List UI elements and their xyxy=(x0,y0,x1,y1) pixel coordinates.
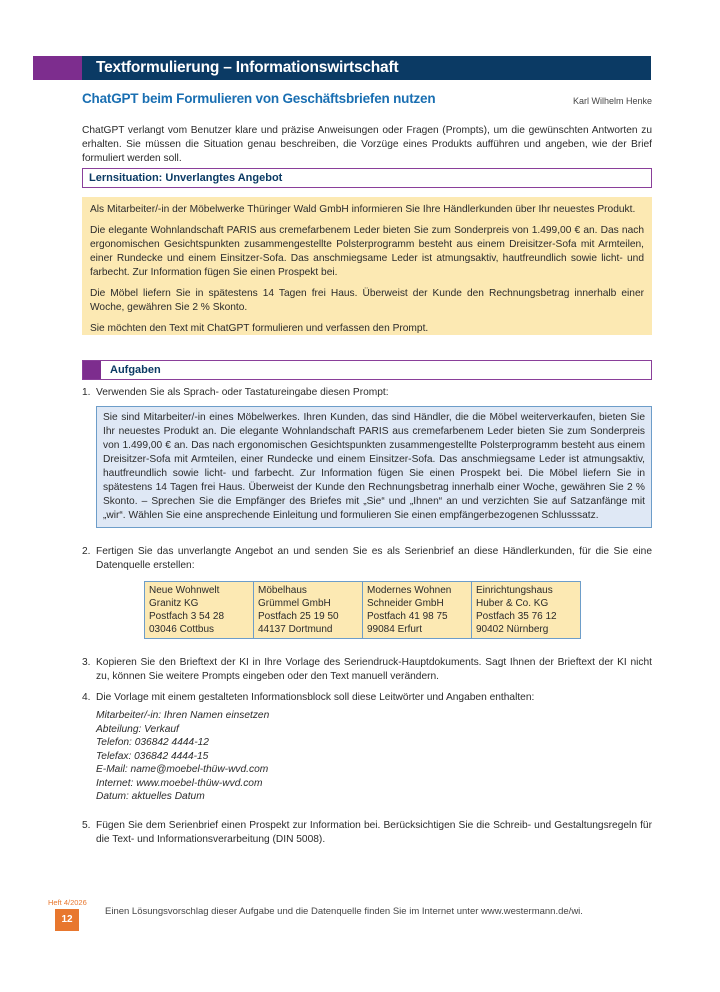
address-line: Möbelhaus xyxy=(258,585,307,596)
address-cell xyxy=(363,582,472,639)
task-text: Kopieren Sie den Brieftext der KI in Ihre Vorlage des Seriendruck-Hauptdokuments. Sagt Ihnen der Brieftext der KI nicht zu, können Sie weitere Prompts eingeben oder den Text manuell verändern. xyxy=(96,657,652,682)
address-line: 44137 Dortmund xyxy=(258,624,333,635)
table-row xyxy=(145,582,581,639)
issue-label: Heft 4/2026 xyxy=(48,898,87,907)
address-cell xyxy=(254,582,363,639)
address-line: 90402 Nürnberg xyxy=(476,624,549,635)
task-number: 2. xyxy=(82,546,91,557)
info-line: Telefon: 036842 4444-12 xyxy=(96,737,209,748)
info-line: Mitarbeiter/-in: Ihren Namen einsetzen xyxy=(96,710,270,721)
address-line: Granitz KG xyxy=(149,598,199,609)
address-line: 03046 Cottbus xyxy=(149,624,215,635)
prompt-box: Sie sind Mitarbeiter/-in eines Möbelwerkes. Ihren Kunden, das sind Händler, die die Möbel weiterverkaufen, bieten Sie Ihr neuestes Produkt an. Die elegante Wohnlandschaft PARIS aus cremefarbenem Leder bieten Sie zum Sonderpreis von 1.499,00 € an. Das nach ergonomischen Gesichtspunkten zusammengestellte Polsterprogramm besteht aus einem Dreisitzer-Sofa mit Armteilen, einer Rundecke und einem Einsitzer-Sofa. Das anschmiegsame Leder ist atmungsaktiv, hautfreundlich sowie licht- und farbecht. Zur Information fügen Sie einen Prospekt bei. Die Möbel liefern Sie in spätestens 14 Tagen frei Haus. Überweist der Kunde den Rechnungsbetrag innerhalb einer Woche, gewähren Sie 2 % Skonto. – Sprechen Sie die Empfänger des Briefes mit „Sie“ und „Ihnen“ an und verzichten Sie auf Satzanfänge mit „wir“. Wählen Sie eine ansprechende Einleitung und formulieren Sie einen empfängerbezogenen Schlusssatz. xyxy=(96,406,652,528)
address-line: Postfach 41 98 75 xyxy=(367,611,448,622)
address-line: Huber & Co. KG xyxy=(476,598,549,609)
task-text: Die Vorlage mit einem gestalteten Informationsblock soll diese Leitwörter und Angaben enthalten: xyxy=(96,692,535,703)
address-line: Postfach 25 19 50 xyxy=(258,611,339,622)
header-accent-block xyxy=(33,56,82,80)
info-line: Internet: www.moebel-thüw-wvd.com xyxy=(96,777,263,789)
task-number: 1. xyxy=(82,387,91,398)
address-line: Postfach 3 54 28 xyxy=(149,611,225,622)
task-number: 4. xyxy=(82,692,91,703)
task-item xyxy=(82,656,652,684)
address-line: Einrichtungshaus xyxy=(476,585,553,596)
task-item xyxy=(82,691,652,812)
info-line: Datum: aktuelles Datum xyxy=(96,791,205,802)
lernsituation-paragraph: Die Möbel liefern Sie in spätestens 14 Tagen frei Haus. Überweist der Kunde den Rechnungsbetrag innerhalb einer Woche, gewähren Sie 2 % Skonto. xyxy=(90,288,644,313)
article-title: ChatGPT beim Formulieren von Geschäftsbriefen nutzen xyxy=(82,91,436,106)
info-line: Abteilung: Verkauf xyxy=(96,723,179,735)
address-cell xyxy=(472,582,581,639)
aufgaben-heading-box xyxy=(82,360,652,380)
address-line: Grümmel GmbH xyxy=(258,598,331,609)
task-text: Fügen Sie dem Serienbrief einen Prospekt zur Information bei. Berücksichtigen Sie die Schreib- und Gestaltungsregeln für die Text- und Informationsverarbeitung (DIN 5008). xyxy=(96,819,652,845)
task-number: 3. xyxy=(82,657,91,668)
lernsituation-paragraph: Sie möchten den Text mit ChatGPT formulieren und verfassen den Prompt. xyxy=(90,323,429,334)
task-list xyxy=(82,386,652,854)
lernsituation-paragraph: Als Mitarbeiter/-in der Möbelwerke Thüringer Wald GmbH informieren Sie Ihre Händlerkunden über Ihr neuestes Produkt. xyxy=(90,204,636,215)
info-line: E-Mail: name@moebel-thüw-wvd.com xyxy=(96,764,269,775)
section-title: Textformulierung – Informationswirtschaft xyxy=(82,56,651,80)
aufgaben-heading: Aufgaben xyxy=(110,364,161,376)
address-line: Modernes Wohnen xyxy=(367,585,452,596)
article-intro: ChatGPT verlangt vom Benutzer klare und präzise Anweisungen oder Fragen (Prompts), um die gewünschten Antworten zu erhalten. Sie müssen die Situation genau beschreiben, die Vorzüge eines Produkts aufführen und angeben, wie der Brief formuliert werden soll. xyxy=(82,125,652,164)
task-item xyxy=(82,386,652,538)
address-line: Schneider GmbH xyxy=(367,598,444,609)
footer-note: Einen Lösungsvorschlag dieser Aufgabe und die Datenquelle finden Sie im Internet unter www.westermann.de/wi. xyxy=(105,906,583,917)
address-cell xyxy=(145,582,254,639)
lernsituation-box xyxy=(82,197,652,335)
info-line: Telefax: 036842 4444-15 xyxy=(96,750,209,762)
page-number: 12 xyxy=(55,909,79,931)
task-item xyxy=(82,545,652,649)
lernsituation-paragraph: Die elegante Wohnlandschaft PARIS aus cremefarbenem Leder bieten Sie zum Sonderpreis von 1.499,00 € an. Das nach ergonomischen Gesichtspunkten zusammengestellte Polsterprogramm besteht aus einem Dreisitzer-Sofa mit Armteilen, einer Rundecke und einem Einsitzer-Sofa. Das anschmiegsame Leder ist atmungsaktiv, hautfreundlich sowie licht- und farbecht. Zur Information fügen Sie einen Prospekt bei. xyxy=(90,225,644,278)
task-text: Verwenden Sie als Sprach- oder Tastatureingabe diesen Prompt: xyxy=(96,387,389,398)
section-header-bar xyxy=(33,56,651,80)
task-number: 5. xyxy=(82,819,91,831)
task-item xyxy=(82,819,652,847)
address-line: 99084 Erfurt xyxy=(367,624,423,635)
task-text: Fertigen Sie das unverlangte Angebot an und senden Sie es als Serienbrief an diese Händlerkunden, für die Sie eine Datenquelle erstellen: xyxy=(96,546,652,571)
article-author: Karl Wilhelm Henke xyxy=(572,96,652,106)
page-footer xyxy=(48,898,87,931)
info-block xyxy=(96,709,652,804)
address-table xyxy=(144,581,581,639)
aufgaben-accent-block xyxy=(83,361,101,379)
lernsituation-heading-box xyxy=(82,168,652,188)
address-line: Postfach 35 76 12 xyxy=(476,611,557,622)
lernsituation-heading: Lernsituation: Unverlangtes Angebot xyxy=(89,172,283,184)
address-line: Neue Wohnwelt xyxy=(149,585,220,596)
